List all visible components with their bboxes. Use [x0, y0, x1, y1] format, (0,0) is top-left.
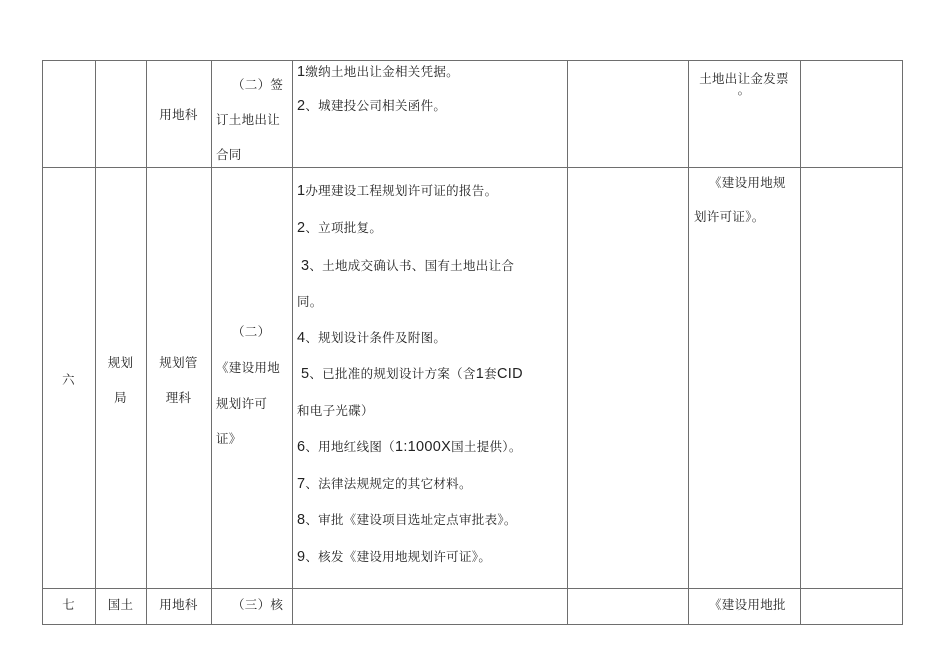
item-cell-line: 合同 [216, 147, 242, 162]
result-cell-line: 。 [737, 82, 751, 97]
material-line: 3、土地成交确认书、国有土地出让合 [301, 258, 515, 274]
item-cell-line: （三）核 [232, 597, 284, 612]
section-cell: 用地科 [159, 107, 198, 122]
column-border [95, 60, 96, 625]
row-border [42, 167, 903, 168]
section-cell-line: 规划管 [159, 355, 198, 370]
section-cell-line: 理科 [165, 390, 192, 405]
column-border [800, 60, 801, 625]
result-cell-line: 《建设用地批 [709, 597, 786, 612]
row-border [42, 624, 903, 625]
material-line: 1办理建设工程规划许可证的报告。 [297, 183, 498, 199]
dept-cell: 国土 [107, 597, 134, 612]
column-border [146, 60, 147, 625]
index-cell: 六 [62, 372, 75, 387]
item-cell-line: 规划许可 [216, 396, 268, 411]
material-line: 7、法律法规规定的其它材料。 [297, 476, 472, 492]
item-cell-line: （二） [232, 324, 271, 339]
column-border [902, 60, 903, 625]
material-line: 5、已批准的规划设计方案（含1套CID [301, 366, 523, 382]
column-border [211, 60, 212, 625]
result-cell-line: 划许可证》。 [694, 209, 765, 224]
dept-cell-line: 规划 [107, 355, 134, 370]
material-line: 同。 [297, 294, 323, 309]
material-line: 2、立项批复。 [297, 220, 383, 236]
item-cell-line: （二）签 [232, 77, 284, 92]
column-border [42, 60, 43, 625]
dept-cell-line: 局 [114, 390, 127, 405]
result-cell-line: 土地出让金发票 [699, 71, 789, 86]
material-line: 4、规划设计条件及附图。 [297, 330, 447, 346]
item-cell-line: 订土地出让 [216, 112, 281, 127]
section-cell: 用地科 [159, 597, 198, 612]
material-line: 1缴纳土地出让金相关凭据。 [297, 64, 459, 80]
row-border [42, 60, 903, 61]
material-line: 2、城建投公司相关函件。 [297, 98, 447, 114]
column-border [688, 60, 689, 625]
column-border [292, 60, 293, 625]
material-line: 9、核发《建设用地规划许可证》。 [297, 549, 492, 565]
column-border [567, 60, 568, 625]
index-cell: 七 [62, 597, 75, 612]
row-border [42, 588, 903, 589]
item-cell-line: 《建设用地 [216, 360, 281, 375]
material-line: 6、用地红线图（1:1000X国土提供）。 [297, 439, 522, 455]
result-cell-line: 《建设用地规 [709, 175, 786, 190]
material-line: 8、审批《建设项目选址定点审批表》。 [297, 512, 517, 528]
material-line: 和电子光碟） [297, 403, 374, 418]
item-cell-line: 证》 [216, 431, 242, 446]
